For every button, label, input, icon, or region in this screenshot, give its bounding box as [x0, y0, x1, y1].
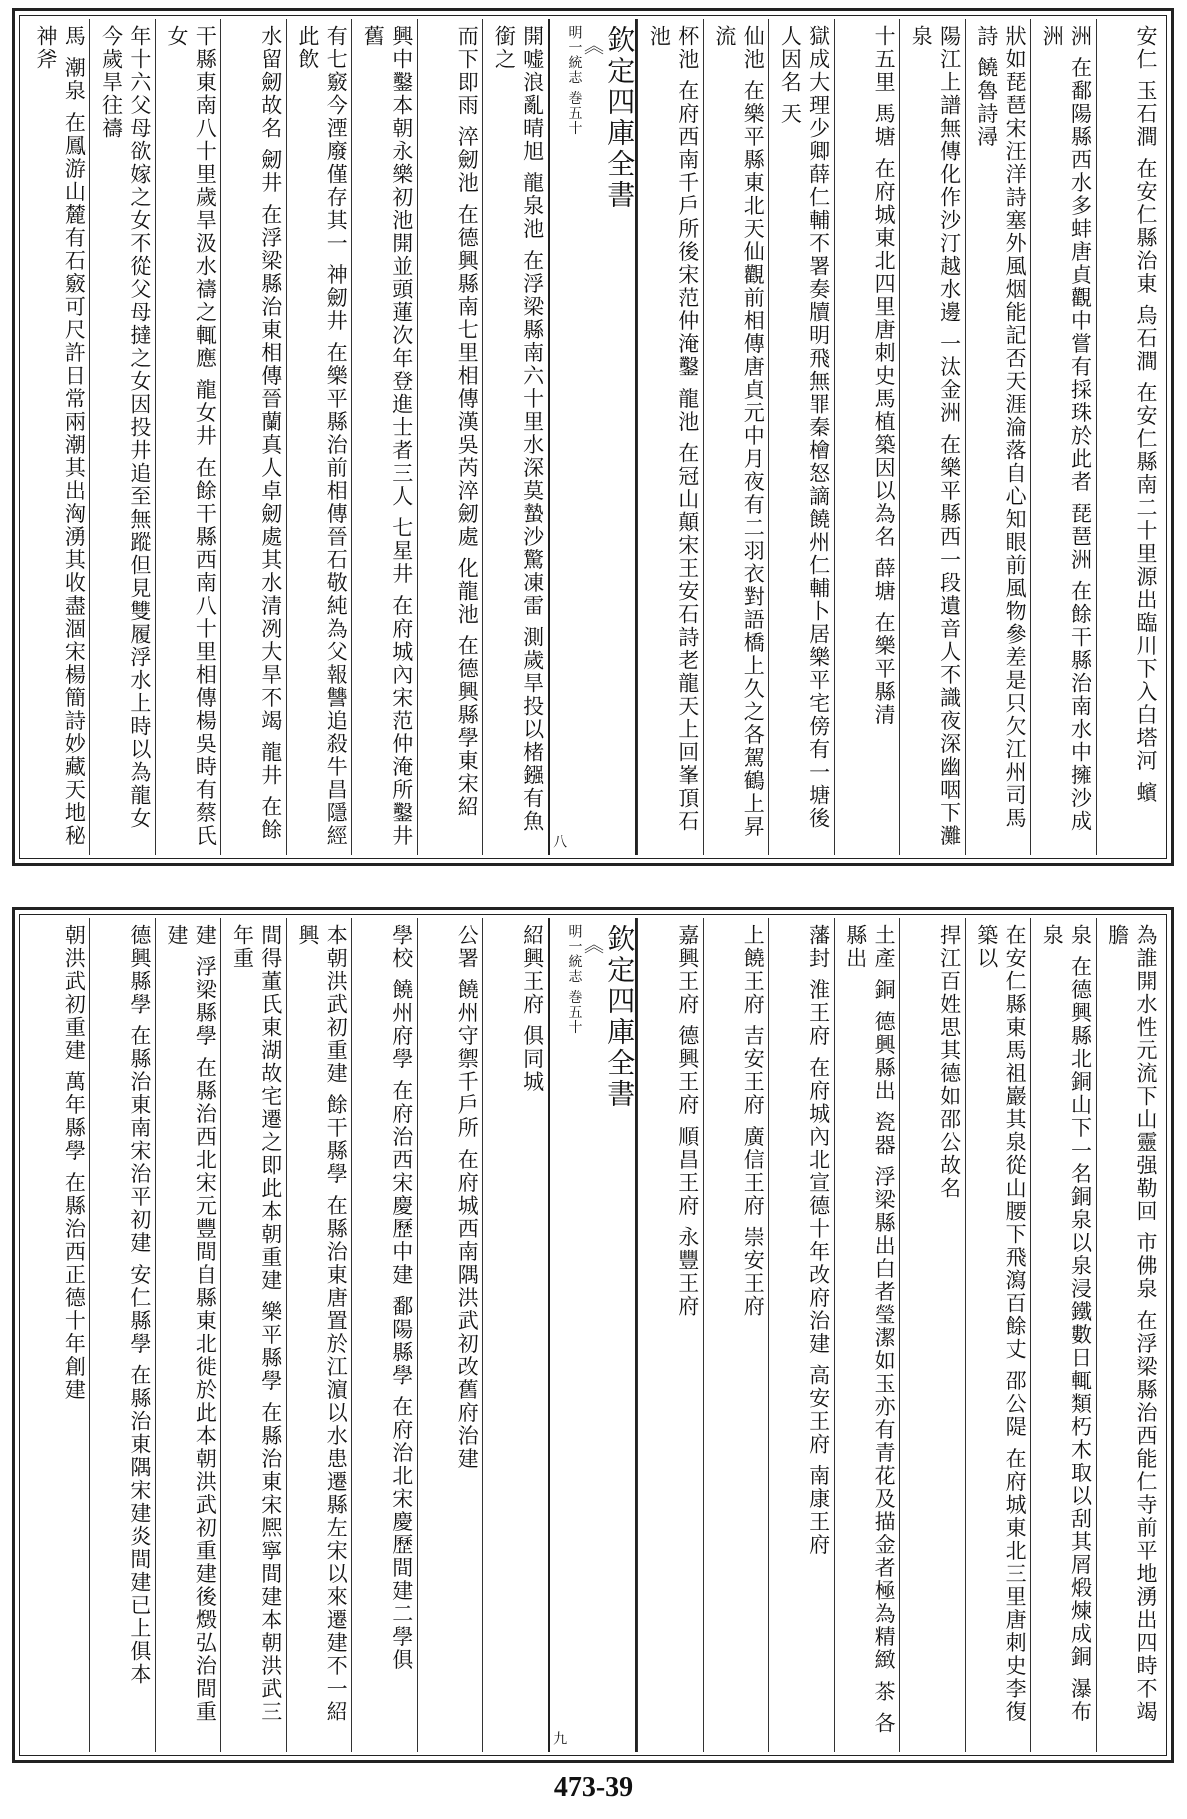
text-column: 建 浮梁縣學 在縣治西北宋元豐間自縣東北徙於此本朝洪武初重建後燬弘治間重建	[155, 918, 220, 1752]
text-column: 十五里 馬塘 在府城東北四里唐刺史馬植築因以為名 薛塘 在樂平縣清	[834, 19, 899, 855]
text-column: 公署 饒州守禦千戶所 在府城西南隅洪武初改舊府治建	[417, 918, 482, 1752]
text-column: 狀如琵琶宋汪洋詩塞外風烟能記否天涯淪落自心知眼前風物參差是只欠江州司馬詩 饒魯詩潯	[965, 19, 1030, 855]
text-column: 而下即雨 淬劒池 在德興縣南七里相傳漢吳芮淬劒處 化龍池 在德興縣學東宋紹	[417, 19, 482, 855]
text-column: 干縣東南八十里歲旱汲水禱之輒應 龍女井 在餘干縣西南八十里相傳楊吳時有蔡氏女	[155, 19, 220, 855]
text-column: 陽江上譜無傳化作沙汀越水邊 一汰金洲 在樂平縣西一段遺音人不識夜深幽咽下灘泉	[899, 19, 964, 855]
volume-label: 明一統志 巻五十	[566, 924, 583, 1035]
page-footer-number: 473-39	[553, 1772, 634, 1803]
volume-label: 明一統志 巻五十	[566, 25, 583, 136]
text-column: 朝洪武初重建 萬年縣學 在縣治西正德十年創建	[62, 924, 87, 1402]
text-column: 獄成大理少卿薛仁輔不署奏牘明飛無罪秦檜怒謫饒州仁輔卜居樂平宅傍有一塘後人因名 天	[768, 19, 833, 855]
text-column: 水留劒故名 劒井 在浮梁縣治東相傳晉蘭真人卓劒處其水清冽大旱不竭 龍井 在餘	[220, 19, 285, 855]
text-column: 嘉興王府 德興王府 順昌王府 永豐王府	[637, 918, 702, 1752]
text-column: 有七竅今湮廢僅存其一 神劒井 在樂平縣治前相傳晉石敬純為父報讐追殺牛昌隱經此飲	[286, 19, 351, 855]
book-title: 欽定四庫全書	[603, 25, 637, 211]
text-column: 杯池 在府西南千戶所後宋范仲淹鑿 龍池 在冠山顛宋王安石詩老龍天上回峯頂石池	[637, 19, 702, 855]
text-column: 捍江百姓思其德如邵公故名	[899, 918, 964, 1752]
text-column: 本朝洪武初重建 餘干縣學 在縣治東唐置於江濵以水患遷縣左宋以來遷建不一紹興	[286, 918, 351, 1752]
center-fold-column	[548, 19, 638, 855]
text-column: 為誰開水性元流下山靈强勒回 市佛泉 在浮梁縣治西能仁寺前平地湧出四時不竭 膽	[1096, 918, 1161, 1752]
text-column: 藩封 淮王府 在府城內北宣德十年改府治建 高安王府 南康王府	[768, 918, 833, 1752]
bottom-columns	[25, 918, 1161, 1752]
top-page-panel	[12, 8, 1174, 866]
text-column: 年十六父母欲嫁之女不從父母撻之女因投井追至無蹤但見雙履浮水上時以為龍女今歲旱往禱	[89, 19, 154, 855]
text-column: 馬 潮泉 在鳳游山麓有石竅可尺許日常兩潮其出洶湧其收盡涸宋楊簡詩妙藏天地秘神斧	[34, 25, 87, 848]
text-column: 紹興王府 俱同城	[482, 918, 547, 1752]
leaf-number: 八	[551, 834, 568, 849]
text-column: 德興縣學 在縣治東南宋治平初建 安仁縣學 在縣治東隅宋建炎間建已上俱本	[89, 918, 154, 1752]
top-columns	[25, 19, 1161, 855]
text-column: 間得董氏東湖故宅遷之即此本朝重建 樂平縣學 在縣治東宋熈寧間建本朝洪武三年重	[220, 918, 285, 1752]
book-title: 欽定四庫全書	[603, 924, 637, 1110]
text-column: 在安仁縣東馬祖巖其泉從山腰下飛瀉百餘丈 邵公隄 在府城東北三里唐刺史李復築以	[965, 918, 1030, 1752]
bottom-page-panel	[12, 907, 1174, 1763]
text-column: 學校 饒州府學 在府治西宋慶歷中建 鄱陽縣學 在府治北宋慶歷間建二學俱	[351, 918, 416, 1752]
leaf-number: 九	[551, 1731, 568, 1746]
text-column: 上饒王府 吉安王府 廣信王府 崇安王府	[703, 918, 768, 1752]
fish-tail-mark-icon: ︽	[580, 35, 605, 56]
center-fold-column	[548, 918, 638, 1752]
text-column: 洲 在鄱陽縣西水多蚌唐貞觀中嘗有採珠於此者 琵琶洲 在餘干縣治南水中擁沙成洲	[1030, 19, 1095, 855]
text-column: 土產 銅 德興縣出 瓷器 浮梁縣出白者瑩潔如玉亦有青花及描金者極為精緻 茶 各縣出	[834, 918, 899, 1752]
text-column: 開嘘浪亂晴旭 龍泉池 在浮梁縣南六十里水深莫蟄沙驚凍雷 測歲旱投以楮鏹有魚銜之	[482, 19, 547, 855]
fish-tail-mark-icon: ︽	[580, 934, 605, 955]
text-column: 仙池 在樂平縣東北天仙觀前相傳唐貞元中月夜有二羽衣對語橋上久之各駕鶴上昇 流	[703, 19, 768, 855]
text-column: 興中鑿本朝永樂初池開並頭蓮次年登進士者三人 七星井 在府城內宋范仲淹所鑿井舊	[351, 19, 416, 855]
text-column: 泉 在德興縣北銅山下一名銅泉以泉浸鐵數日輒類朽木取以刮其屑煅煉成銅 瀑布泉	[1030, 918, 1095, 1752]
text-column: 安仁 玉石澗 在安仁縣治東 烏石澗 在安仁縣南二十里源出臨川下入白塔河 蠙	[1096, 19, 1161, 855]
